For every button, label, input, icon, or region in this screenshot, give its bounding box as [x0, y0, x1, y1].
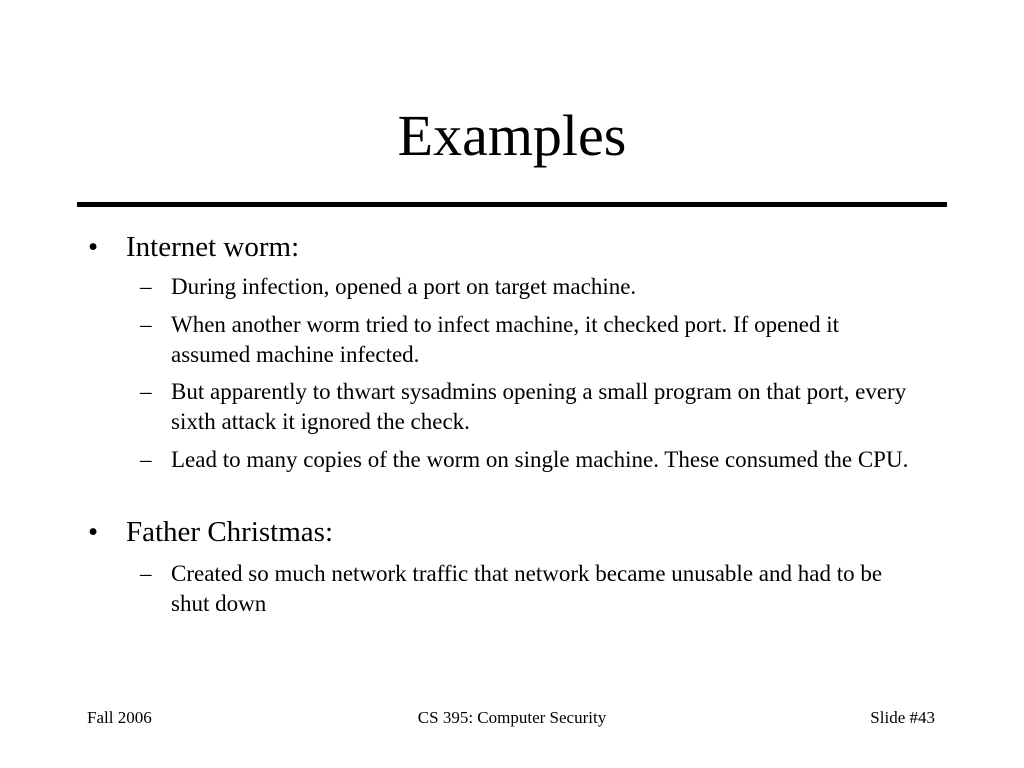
title-divider	[77, 202, 947, 207]
sub-bullet-text: But apparently to thwart sysadmins opening a small program on that port, every sixth attack it ignored the check.	[171, 379, 907, 434]
dash-icon: –	[140, 274, 152, 299]
footer-course: CS 395: Computer Security	[417, 708, 607, 727]
bullet-text: Internet worm:	[126, 231, 300, 263]
sub-bullet-text: Lead to many copies of the worm on single machine. These consumed the CPU.	[171, 447, 909, 472]
dash-icon: –	[140, 312, 152, 337]
dash-icon: –	[140, 379, 152, 404]
bullet-icon: •	[88, 516, 99, 548]
sub-bullet-text: Created so much network traffic that network became unusable and had to be shut down	[171, 561, 883, 616]
footer-slide-number: Slide #43	[870, 708, 935, 727]
sub-bullet-text: During infection, opened a port on target machine.	[171, 274, 637, 299]
dash-icon: –	[140, 447, 152, 472]
slide-title: Examples	[397, 103, 627, 168]
footer-term: Fall 2006	[87, 708, 152, 727]
dash-icon: –	[140, 561, 152, 586]
sub-bullet-text: When another worm tried to infect machine, it checked port. If opened it assumed machine infected.	[171, 312, 840, 367]
bullet-text: Father Christmas:	[126, 516, 334, 548]
bullet-icon: •	[88, 231, 99, 263]
